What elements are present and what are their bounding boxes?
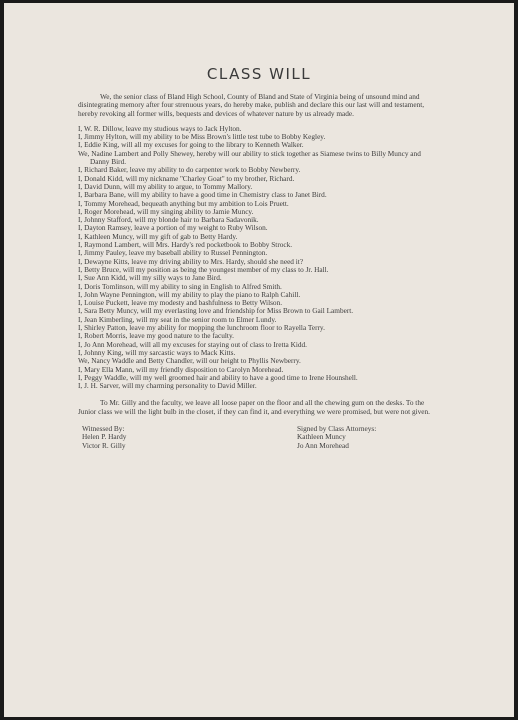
closing-paragraph: To Mr. Gilly and the faculty, we leave all loose paper on the floor and all the chewing gum on the desks. To the Junior class we will the light bulb in the closet, if they can find it, and everything we were promised, but were not given. [78, 398, 430, 416]
will-entry: I, Mary Ella Mann, will my friendly disposition to Carolyn Morehead. [78, 364, 284, 374]
will-entry: I, Dewayne Kitts, leave my driving ability to Mrs. Hardy, should she need it? [78, 256, 304, 266]
will-entry: I, Jimmy Pauley, leave my baseball ability to Russel Pennington. [78, 248, 268, 258]
will-entry: I, Johnny King, will my sarcastic ways to Mack Kitts. [78, 347, 236, 357]
attorney-name: Jo Ann Morehead [297, 440, 349, 450]
will-entry: I, Kathleen Muncy, will my gift of gab to Betty Hardy. [78, 231, 238, 241]
wills-list [78, 125, 441, 391]
will-entry: I, Sara Betty Muncy, will my everlasting love and friendship for Miss Brown to Gail Lambert. [78, 306, 354, 316]
page-title: CLASS WILL [206, 65, 312, 83]
will-entry: I, Robert Morris, leave my good nature to the faculty. [78, 331, 234, 341]
will-entry: I, Jo Ann Morehead, will all my excuses for staying out of class to Iretta Kidd. [78, 339, 307, 349]
will-entry: I, John Wayne Pennington, will my ability to play the piano to Ralph Cahill. [78, 289, 301, 299]
will-entry: I, Louise Puckett, leave my modesty and bashfulness to Betty Wilson. [78, 298, 283, 308]
will-body [78, 93, 441, 450]
will-entry: I, J. H. Sarver, will my charming personality to David Miller. [78, 381, 257, 391]
will-entry: I, Peggy Waddle, will my well groomed hair and ability to have a good time to Irene Hounshell. [78, 372, 358, 382]
will-entry: I, Roger Morehead, will my singing ability to Jamie Muncy. [78, 206, 254, 216]
will-entry: I, Shirley Patton, leave my ability for mopping the lunchroom floor to Rayella Terry. [78, 323, 325, 333]
will-entry: I, Betty Bruce, will my position as being the youngest member of my class to Jr. Hall. [78, 264, 329, 274]
will-entry: I, Richard Baker, leave my ability to do carpenter work to Bobby Newberry. [78, 165, 301, 175]
attorney-name: Kathleen Muncy [297, 432, 346, 442]
will-entry: We, Nadine Lambert and Polly Shewey, hereby will our ability to stick together as Siamese twins to Billy Muncy and Danny Bird. [78, 148, 421, 167]
signature-block [78, 425, 441, 450]
will-entry: I, Donald Kidd, will my nickname ''Charley Goat'' to my brother, Richard. [78, 173, 295, 183]
will-entry: We, Nancy Waddle and Betty Chandler, will our height to Phyllis Newberry. [78, 356, 301, 366]
attorney-block [297, 425, 417, 450]
will-entry: I, Doris Tomlinson, will my ability to sing in English to Alfred Smith. [78, 281, 282, 291]
will-entry: I, Sue Ann Kidd, will my silly ways to Jane Bird. [78, 273, 222, 283]
will-entry: I, Raymond Lambert, will Mrs. Hardy's red pocketbook to Bobby Strock. [78, 240, 293, 250]
will-entry: I, Jean Kimberling, will my seat in the senior room to Elmer Lundy. [78, 314, 277, 324]
will-entry: I, Jimmy Hylton, will my ability to be Miss Brown's little test tube to Bobby Kegley. [78, 132, 326, 142]
attorney-label: Signed by Class Attorneys: [297, 423, 377, 433]
intro-paragraph: We, the senior class of Bland High School, County of Bland and State of Virginia being of unsound mind and disintegrating memory after four strenuous years, do hereby make, publish and declare this our last will and testament, hereby revoking all former wills, bequests and devices of whatever nature by us already made. [78, 92, 425, 118]
document-page [4, 3, 514, 717]
will-entry: I, Johnny Stafford, will my blonde hair to Barbara Sadavonik. [78, 215, 259, 225]
witness-name: Victor R. Gilly [82, 440, 126, 450]
will-entry: I, W. R. Dillow, leave my studious ways to Jack Hylton. [78, 123, 242, 133]
witness-name: Helen P. Hardy [82, 432, 127, 442]
will-entry: I, Eddie King, will all my excuses for going to the library to Kenneth Walker. [78, 140, 304, 150]
will-entry: I, Dayton Ramsey, leave a portion of my weight to Ruby Wilson. [78, 223, 268, 233]
will-entry: I, Tommy Morehead, bequeath anything but my ambition to Lois Pruett. [78, 198, 289, 208]
will-entry: I, David Dunn, will my ability to argue, to Tommy Mallory. [78, 181, 253, 191]
witness-block [82, 425, 232, 450]
will-entry: I, Barbara Bane, will my ability to have a good time in Chemistry class to Janet Bird. [78, 190, 327, 200]
witness-label: Witnessed By: [82, 423, 125, 433]
